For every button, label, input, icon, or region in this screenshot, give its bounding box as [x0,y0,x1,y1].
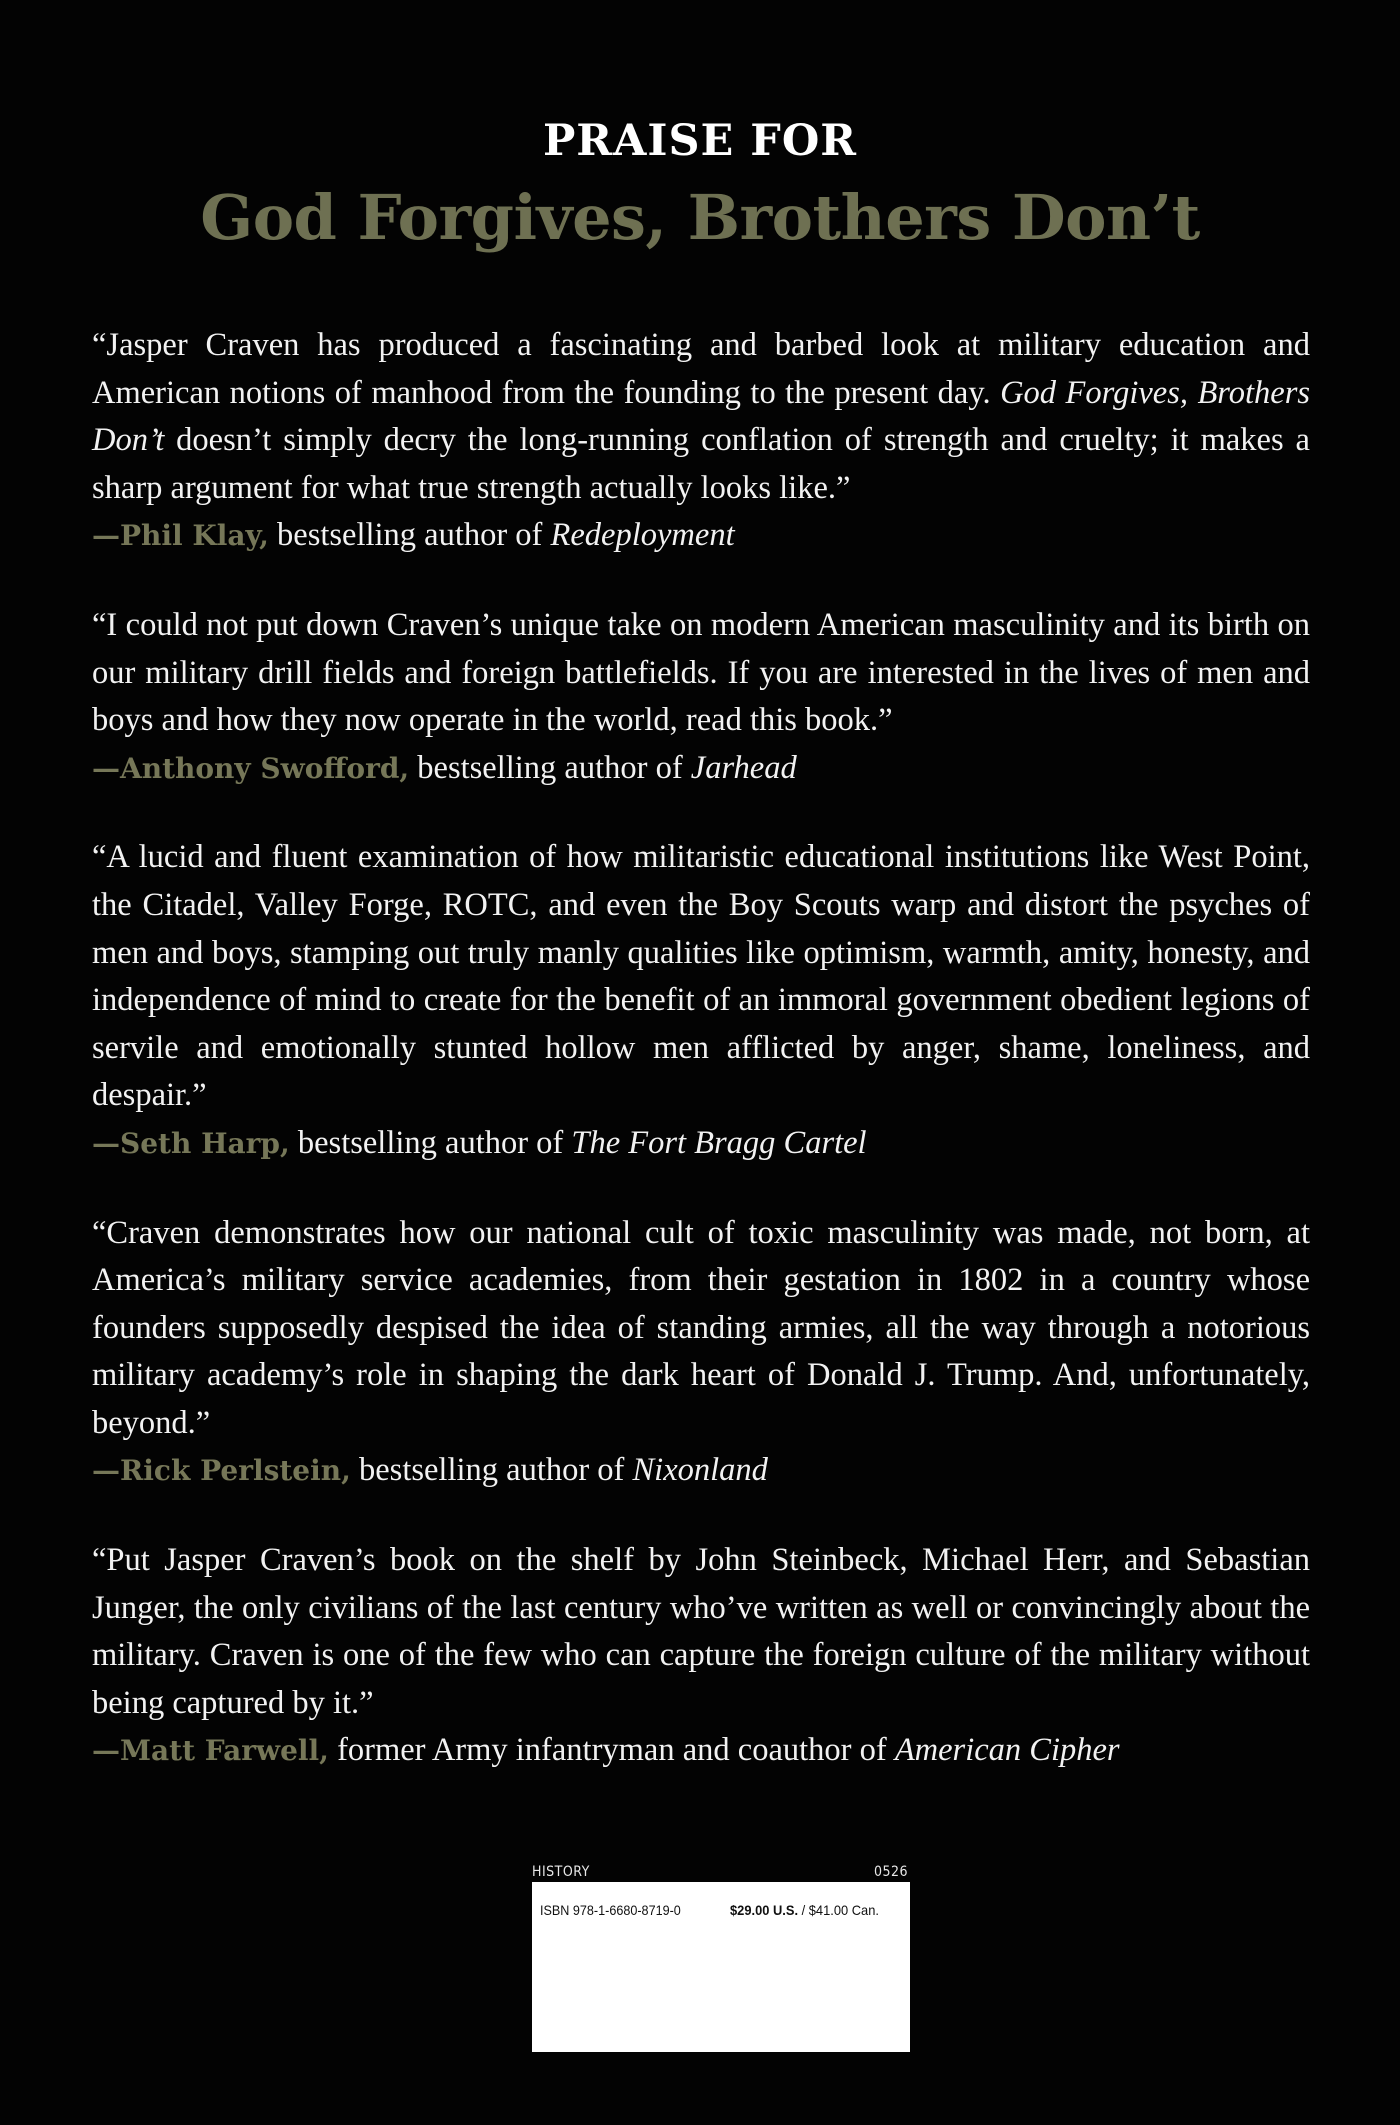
blurb-seth-harp [92,834,1310,1167]
quote-text: “I could not put down Craven’s unique take on modern American masculinity and its birth on our military drill fields and foreign battlefields. If you are interested in the lives of men and boys and how they now operate in the world, read this book.” [92,606,1310,739]
blurb-author-work: The Fort Bragg Cartel [571,1124,867,1161]
blurb-author-work: Redeployment [550,517,735,554]
price-label [730,1900,879,1920]
blurb-author-name: —Phil Klay, [92,519,269,553]
blurb-attribution [92,512,1310,560]
blurb-attribution [92,1727,1310,1775]
quote-text-continued: doesn’t simply decry the long-running conflation of strength and cruelty; it makes a sharp argument for what true strength actually looks like.” [92,422,1310,506]
blurb-author-name: —Matt Farwell, [92,1734,329,1768]
category-label: HISTORY [532,1864,590,1880]
isbn-number: ISBN 978-1-6680-8719-0 [540,1902,681,1918]
quote-text: “Put Jasper Craven’s book on the shelf by John Steinbeck, Michael Herr, and Sebastian Junger, the only civilians of the last century who’ve written as well or convincingly about the military. Craven is one of the few who can capture the foreign culture of the military without being captured by it.” [92,1542,1310,1721]
blurb-author-name: —Anthony Swofford, [92,751,410,785]
blurb-anthony-swofford [92,602,1310,792]
blurb-author-credential: bestselling author of [289,1124,572,1161]
blurb-author-credential: bestselling author of [409,749,691,786]
blurb-author-work: Nixonland [632,1452,768,1489]
quote-text: “Craven demonstrates how our national cult of toxic masculinity was made, not born, at America’s military service academies, from their gestation in 1802 in a country whose founders supposedly despised the idea of standing armies, all the way through a notorious military academy’s role in shaping the dark heart of Donald J. Trump. And, unfortunately, beyond.” [92,1214,1310,1441]
blurb-rick-perlstein [92,1210,1310,1496]
blurb-author-name: —Seth Harp, [92,1126,290,1160]
blurb-author-name: —Rick Perlstein, [92,1454,351,1488]
quote-text: “Jasper Craven has produced a fascinating and barbed look at military education and American notions of manhood from the founding to the present day. [92,327,1310,411]
blurb-quote [92,1537,1310,1727]
blurb-quote [92,602,1310,745]
blurb-author-credential: bestselling author of [268,517,551,554]
quote-book-title: God Forgives, Brothers Don’t [92,374,1310,459]
praise-for-heading: PRAISE FOR [542,116,858,166]
blurb-attribution [92,1447,1310,1495]
price-can: $41.00 Can. [808,1902,879,1918]
blurb-author-credential: bestselling author of [350,1452,633,1489]
barcode-header [532,1862,910,1883]
blurb-matt-farwell [92,1537,1310,1775]
blurb-list [92,322,1310,1817]
blurb-author-work: American Cipher [894,1732,1120,1769]
blurb-author-credential: former Army infantryman and coauthor of [328,1732,895,1769]
price-us: $29.00 U.S. [730,1902,799,1918]
price-separator: / [798,1902,809,1918]
blurb-attribution [92,745,1310,793]
barcode-box [532,1862,910,2052]
blurb-quote [92,322,1310,512]
book-title: God Forgives, Brothers Don’t [200,181,1200,254]
quote-text: “A lucid and fluent examination of how militaristic educational institutions like West Point, the Citadel, Valley Forge, ROTC, and even the Boy Scouts warp and distort the psyches of men and boys, stamping out truly manly qualities like optimism, warmth, amity, honesty, and independence of mind to create for the benefit of an immoral government obedient legions of servile and emotionally stunted hollow men afflicted by anger, shame, loneliness, and despair.” [92,839,1310,1114]
price-code: 0526 [873,1864,908,1880]
blurb-quote [92,1210,1310,1448]
blurb-attribution [92,1120,1310,1168]
blurb-author-work: Jarhead [690,749,797,786]
blurb-phil-klay [92,322,1310,560]
blurb-quote [92,834,1310,1120]
